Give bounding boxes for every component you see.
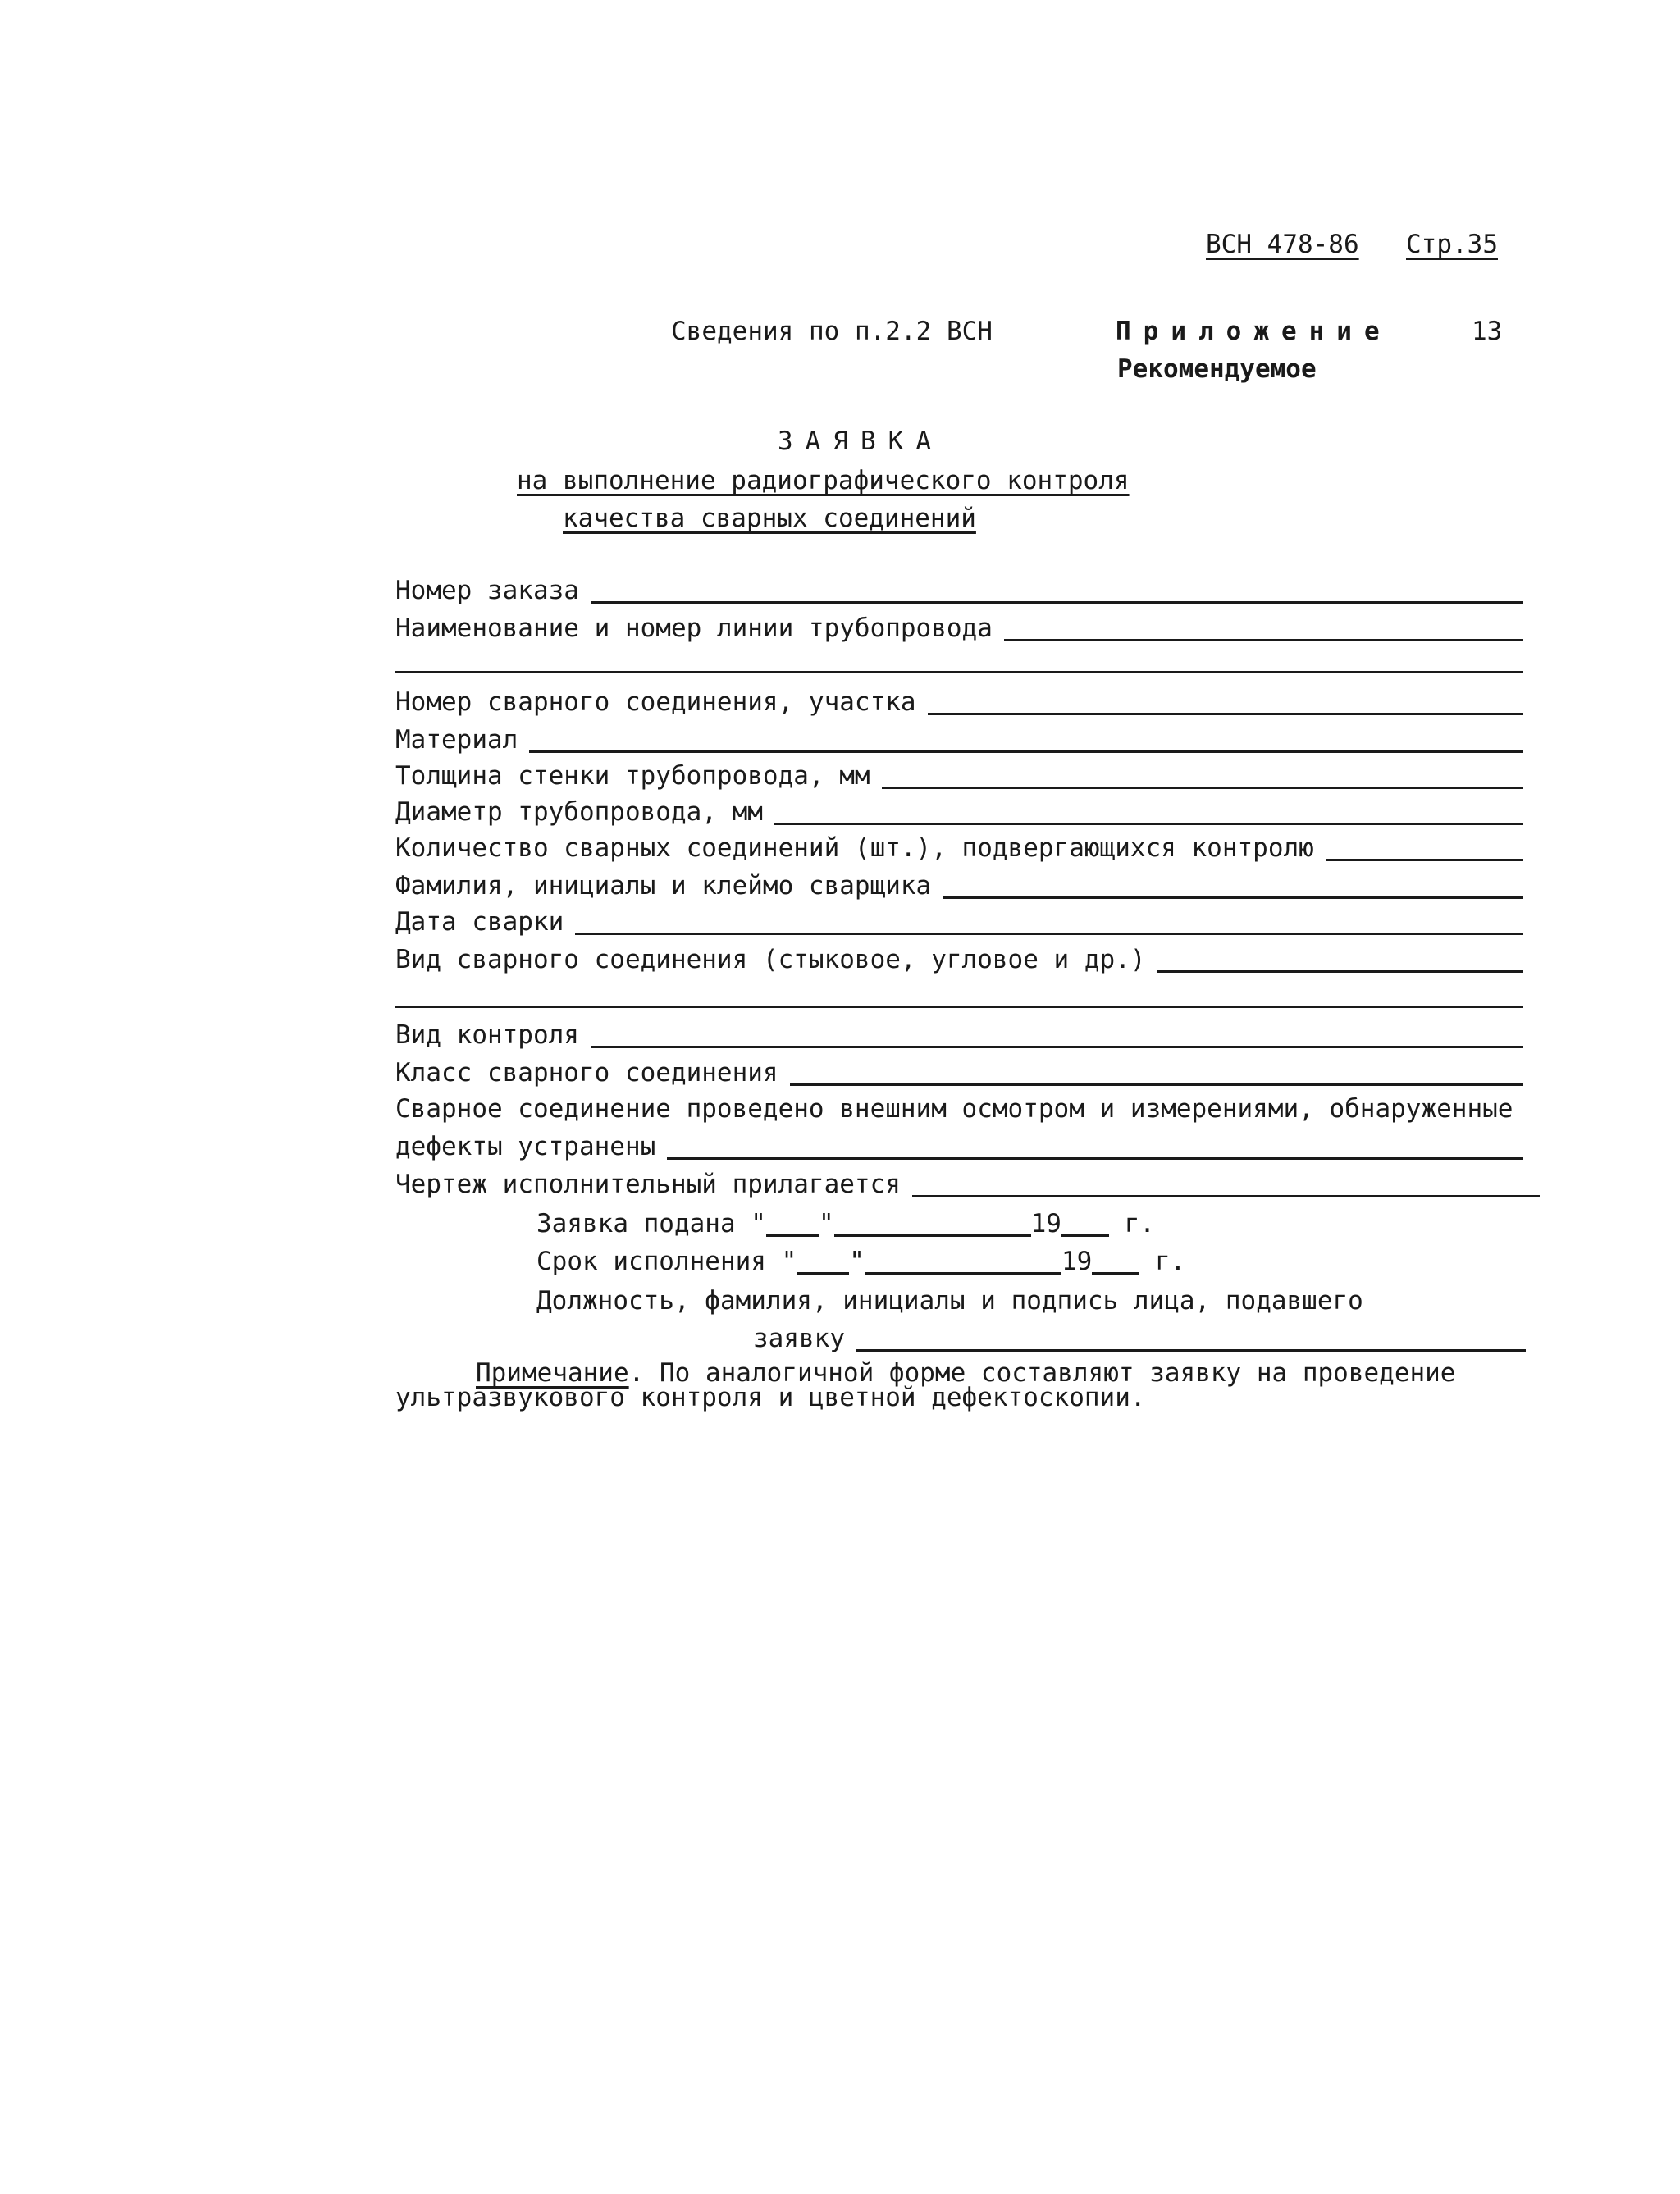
field-weld-type <box>395 940 1523 976</box>
year-prefix: 19 <box>1030 1209 1061 1238</box>
field-blank[interactable] <box>1157 954 1523 973</box>
field-blank[interactable] <box>1004 623 1523 641</box>
month-blank[interactable] <box>834 1218 1031 1237</box>
field-label: Наименование и номер линии трубопровода <box>395 613 993 643</box>
field-label: Класс сварного соединения <box>395 1058 778 1088</box>
field-weld-number <box>395 682 1523 718</box>
field-continuation-line[interactable] <box>395 671 1523 673</box>
field-label: Вид сварного соединения (стыковое, угловое и др.) <box>395 945 1146 974</box>
field-label: Чертеж исполнительный прилагается <box>395 1170 901 1199</box>
form-subtitle-line2: качества сварных соединений <box>563 504 976 533</box>
day-blank[interactable] <box>766 1218 819 1237</box>
field-weld-count <box>395 828 1523 864</box>
page-number: Стр.35 <box>1406 230 1498 259</box>
document-code: ВСН 478-86 <box>1206 230 1359 259</box>
field-blank[interactable] <box>1326 842 1523 861</box>
field-label: Вид контроля <box>395 1020 579 1050</box>
field-label: Диаметр трубопровода, мм <box>395 797 763 827</box>
submission-date-row: Заявка подана " " 19 г. <box>536 1209 1155 1238</box>
field-blank[interactable] <box>575 916 1523 935</box>
info-reference: Сведения по п.2.2 ВСН <box>671 317 993 346</box>
field-order-number <box>395 571 1523 607</box>
field-label: Номер заказа <box>395 576 579 605</box>
field-inspection-statement: Сварное соединение проведено внешним осмотром и измерениями, обнаруженные <box>395 1094 1513 1124</box>
field-blank[interactable] <box>790 1067 1523 1086</box>
field-label: Номер сварного соединения, участка <box>395 687 916 717</box>
field-label: Фамилия, инициалы и клеймо сварщика <box>395 871 932 901</box>
note-text: . По аналогичной форме составляют заявку на проведение <box>628 1358 1456 1388</box>
field-label: Толщина стенки трубопровода, мм <box>395 761 870 791</box>
field-blank[interactable] <box>912 1179 1540 1197</box>
field-wall-thickness <box>395 756 1523 792</box>
form-title: ЗАЯВКА <box>778 426 943 456</box>
field-drawing-attached <box>395 1165 1540 1201</box>
year-prefix: 19 <box>1061 1247 1093 1276</box>
field-continuation-line[interactable] <box>395 1006 1523 1008</box>
field-pipeline-name <box>395 609 1523 645</box>
signatory-line2 <box>753 1319 1526 1355</box>
deadline-label: Срок исполнения <box>536 1247 766 1276</box>
appendix-label: Приложение <box>1116 317 1392 346</box>
field-label: заявку <box>753 1324 845 1353</box>
field-blank[interactable] <box>529 734 1523 753</box>
field-blank[interactable] <box>943 880 1523 899</box>
field-welder <box>395 866 1523 902</box>
field-inspection-type <box>395 1015 1523 1051</box>
field-blank[interactable] <box>856 1333 1526 1352</box>
field-diameter <box>395 792 1523 828</box>
field-blank[interactable] <box>774 806 1523 825</box>
field-weld-class <box>395 1053 1523 1089</box>
year-suffix: г. <box>1124 1209 1155 1238</box>
field-weld-date <box>395 902 1523 938</box>
note-line1 <box>476 1358 1456 1388</box>
field-label: дефекты устранены <box>395 1132 656 1161</box>
year-blank[interactable] <box>1092 1256 1139 1275</box>
field-blank[interactable] <box>591 585 1523 604</box>
field-blank[interactable] <box>667 1141 1523 1160</box>
appendix-number: 13 <box>1472 317 1503 346</box>
appendix-status: Рекомендуемое <box>1117 354 1317 384</box>
field-label: Количество сварных соединений (шт.), подвергающихся контролю <box>395 833 1314 863</box>
year-blank[interactable] <box>1061 1218 1109 1237</box>
day-blank[interactable] <box>797 1256 849 1275</box>
field-label: Дата сварки <box>395 907 564 937</box>
year-suffix: г. <box>1154 1247 1186 1276</box>
note-label: Примечание <box>476 1358 629 1388</box>
deadline-date-row: Срок исполнения " " 19 г. <box>536 1247 1186 1276</box>
field-label: Материал <box>395 725 518 755</box>
note-line2: ультразвукового контроля и цветной дефектоскопии. <box>395 1383 1146 1412</box>
signatory-line1: Должность, фамилия, инициалы и подпись лица, подавшего <box>536 1286 1363 1316</box>
month-blank[interactable] <box>865 1256 1061 1275</box>
form-subtitle-line1: на выполнение радиографического контроля <box>517 466 1130 495</box>
field-defects-fixed <box>395 1127 1523 1163</box>
field-blank[interactable] <box>882 770 1523 789</box>
field-blank[interactable] <box>591 1029 1523 1048</box>
submission-label: Заявка подана <box>536 1209 736 1238</box>
field-blank[interactable] <box>928 696 1523 715</box>
field-material <box>395 720 1523 756</box>
